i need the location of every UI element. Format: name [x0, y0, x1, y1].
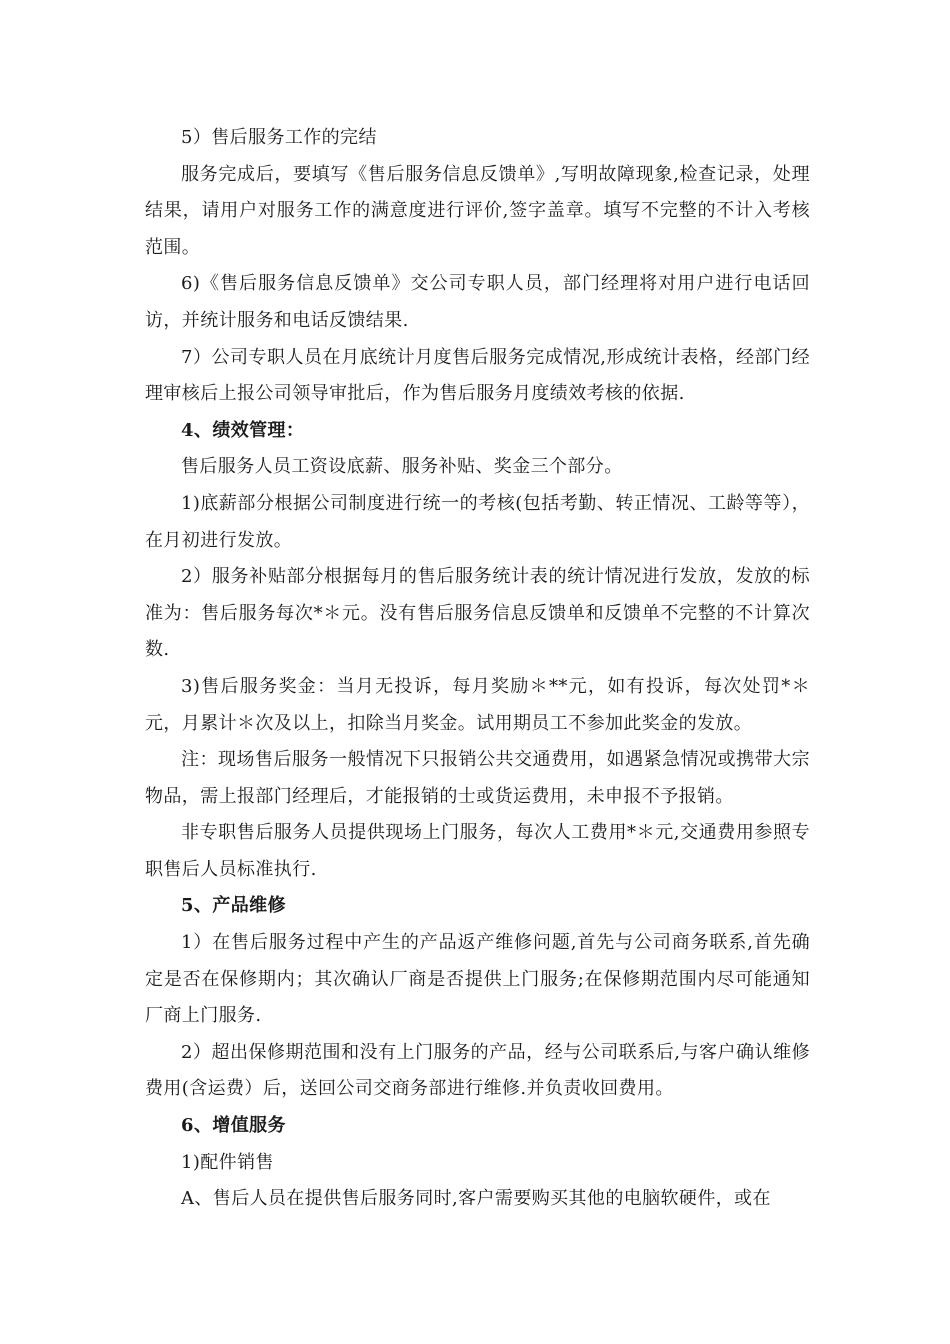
section-4-intro: 售后服务人员工资设底薪、服务补贴、奖金三个部分。 — [181, 456, 623, 478]
step-5-body: 服务完成后，要填写《售后服务信息反馈单》,写明故障现象,检查记录，处理结果，请用户对服务工作的满意度进行评价,签字盖章。填写不完整的不计入考核范围。 — [145, 163, 810, 258]
section-4-item-3: 3)售后服务奖金：当月无投诉，每月奖励＊**元，如有投诉，每次处罚*＊元，月累计＊次及以上，扣除当月奖金。试用期员工不参加此奖金的发放。 — [145, 675, 810, 734]
step-6-body: 6)《售后服务信息反馈单》交公司专职人员，部门经理将对用户进行电话回访，并统计服务和电话反馈结果. — [145, 273, 810, 331]
section-6-item-a: A、售后人员在提供售后服务同时,客户需要购买其他的电脑软硬件，或在 — [181, 1188, 771, 1210]
section-4-nonstaff: 非专职售后服务人员提供现场上门服务，每次人工费用*＊元,交通费用参照专职售后人员标准执行. — [145, 822, 810, 880]
section-4-item-2: 2）服务补贴部分根据每月的售后服务统计表的统计情况进行发放，发放的标准为：售后服务每次*＊元。没有售后服务信息反馈单和反馈单不完整的不计算次数. — [145, 566, 810, 661]
step-7-body: 7）公司专职人员在月底统计月度售后服务完成情况,形成统计表格，经部门经理审核后上报公司领导审批后，作为售后服务月度绩效考核的依据. — [145, 346, 810, 405]
section-6-sub-1: 1)配件销售 — [181, 1151, 274, 1173]
section-6-title: 6、增值服务 — [181, 1115, 286, 1137]
section-5-title: 5、产品维修 — [181, 895, 286, 917]
step-5-heading: 5）售后服务工作的完结 — [181, 127, 377, 148]
section-4-item-1: 1)底薪部分根据公司制度进行统一的考核(包括考勤、转正情况、工龄等等），在月初进行发放。 — [145, 492, 810, 551]
section-4-title: 4、绩效管理： — [181, 419, 305, 441]
document-page — [145, 120, 810, 1218]
section-4-note: 注：现场售后服务一般情况下只报销公共交通费用，如遇紧急情况或携带大宗物品，需上报部门经理后，才能报销的士或货运费用，未申报不予报销。 — [145, 749, 810, 807]
section-5-item-1: 1）在售后服务过程中产生的产品返产维修问题,首先与公司商务联系,首先确定是否在保修期内；其次确认厂商是否提供上门服务;在保修期范围内尽可能通知厂商上门服务. — [145, 932, 810, 1027]
section-5-item-2: 2）超出保修期范围和没有上门服务的产品，经与公司联系后,与客户确认维修费用(含运费）后，送回公司交商务部进行维修.并负责收回费用。 — [145, 1041, 810, 1100]
